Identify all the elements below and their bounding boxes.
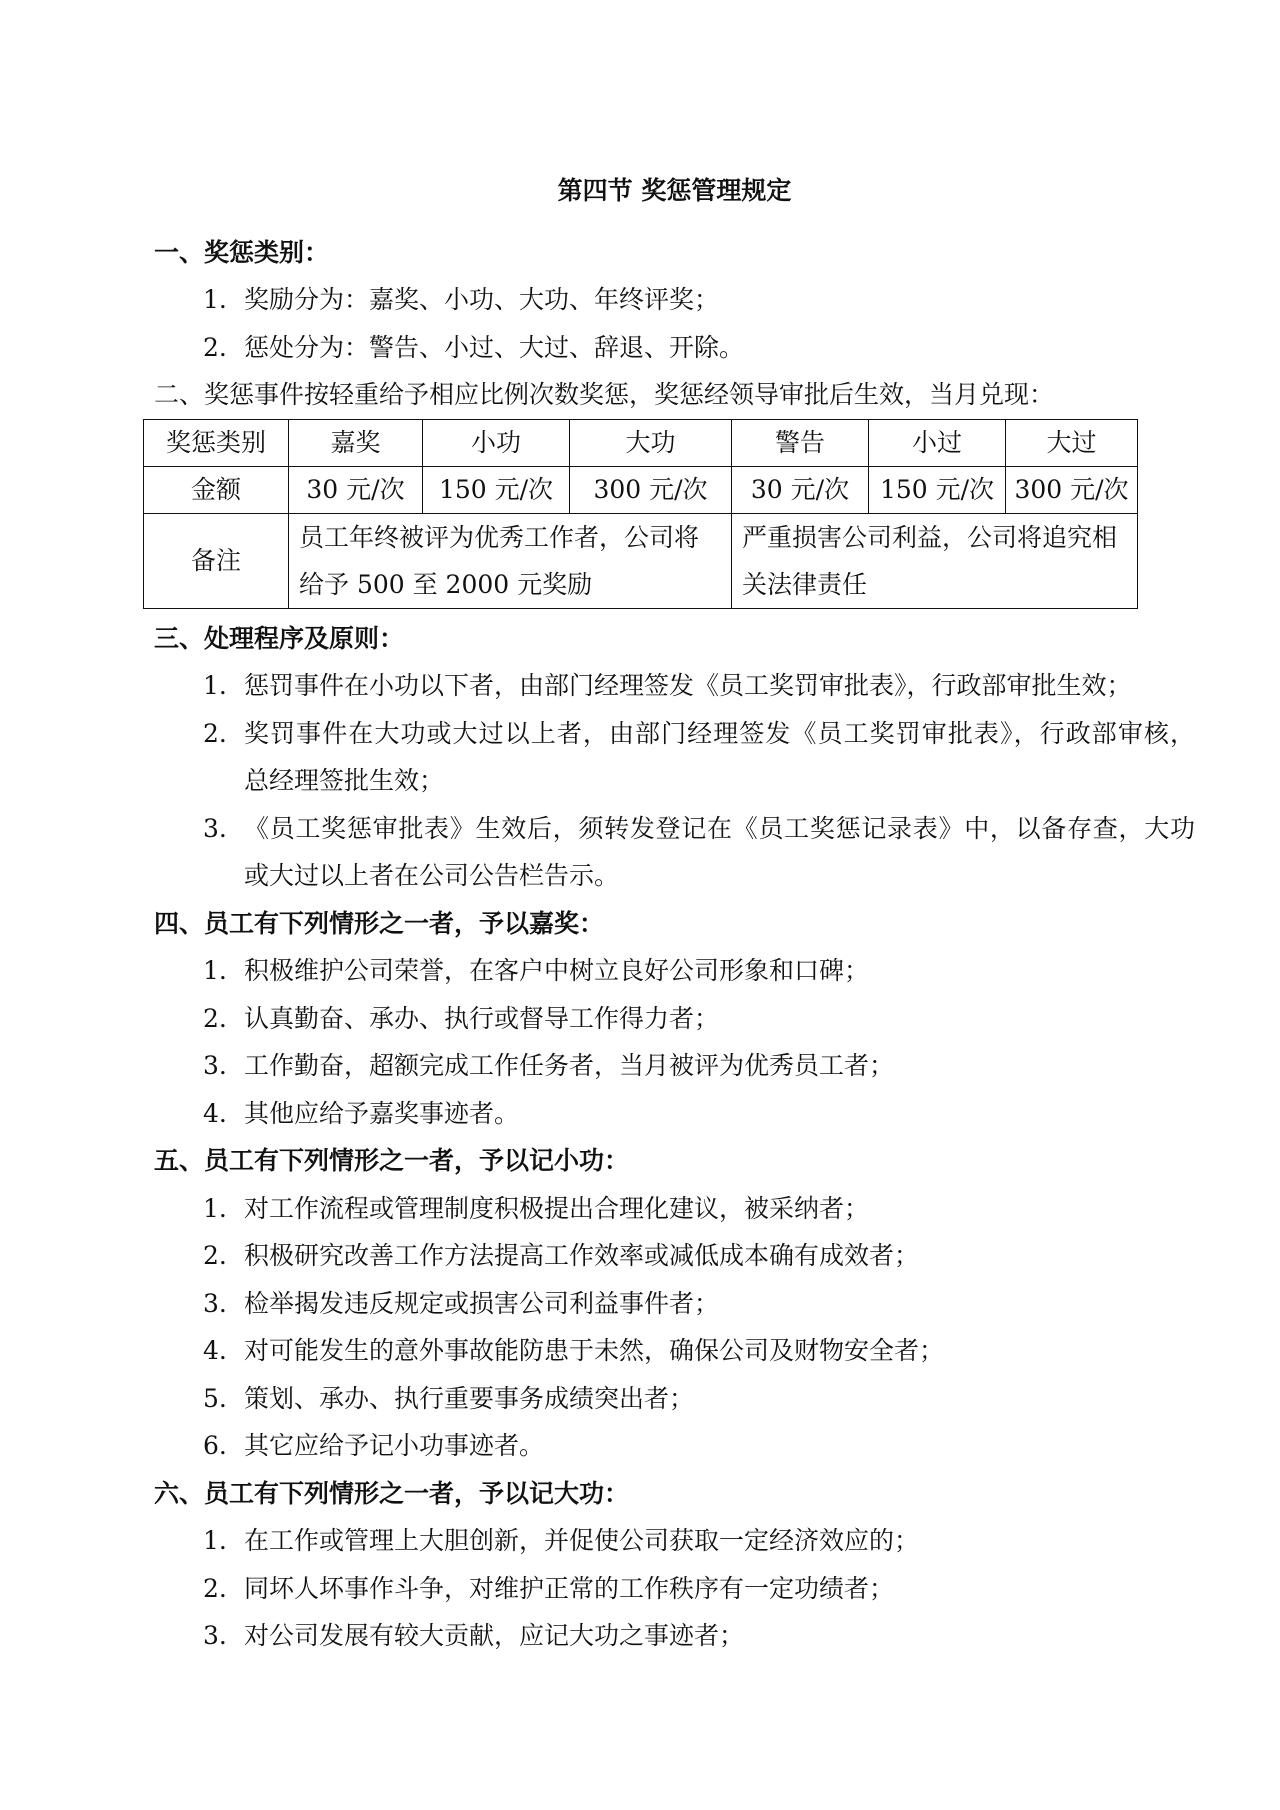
- section-heading: 六、员工有下列情形之一者，予以记大功：: [154, 1478, 630, 1508]
- item-number: 3.: [203, 1051, 227, 1080]
- list-item: [154, 662, 1195, 710]
- amount-cell: 300 元/次: [1006, 466, 1138, 513]
- amount-cell: 150 元/次: [869, 466, 1006, 513]
- item-text: 认真勤奋、承办、执行或督导工作得力者；: [244, 1003, 720, 1033]
- item-number: 2.: [203, 1241, 227, 1270]
- remark-label-cell: 备注: [144, 513, 289, 608]
- list-item: [154, 1090, 1195, 1138]
- list-item: [154, 1422, 1195, 1470]
- reward-penalty-table: [143, 419, 1138, 609]
- page-title: 第四节 奖惩管理规定: [557, 176, 792, 205]
- list-item: [154, 1565, 1195, 1613]
- item-number: 6.: [203, 1431, 227, 1460]
- table-header-cell: 大过: [1006, 419, 1138, 466]
- item-number: 1.: [203, 285, 227, 314]
- table-header-cell: 小功: [423, 419, 570, 466]
- item-text: 积极维护公司荣誉，在客户中树立良好公司形象和口碑；: [244, 956, 870, 985]
- table-header-cell: 大功: [570, 419, 732, 466]
- item-text: 积极研究改善工作方法提高工作效率或减低成本确有成效者；: [244, 1241, 920, 1270]
- item-text: 同坏人坏事作斗争，对维护正常的工作秩序有一定功绩者；: [244, 1573, 895, 1603]
- item-number: 4.: [203, 1336, 227, 1365]
- item-number: 5.: [203, 1383, 227, 1413]
- remark-text: 给予 500 至 2000 元奖励: [299, 569, 593, 599]
- list-item: [154, 1185, 1195, 1233]
- list-item: [154, 1042, 1195, 1090]
- list-item: [154, 995, 1195, 1043]
- item-text: 对工作流程或管理制度积极提出合理化建议，被采纳者；: [244, 1193, 870, 1223]
- item-text: 对公司发展有较大贡献，应记大功之事迹者；: [244, 1621, 745, 1650]
- list-item: [154, 1280, 1195, 1328]
- list-item: [154, 805, 1195, 900]
- table-header-row: [144, 419, 1138, 466]
- item-text: 其它应给予记小功事迹者。: [244, 1431, 545, 1460]
- item-text: 奖罚事件在大功或大过以上者，由部门经理签发《员工奖罚审批表》，行政部审核，: [244, 718, 1195, 748]
- list-item: [154, 710, 1195, 805]
- amount-cell: 300 元/次: [570, 466, 732, 513]
- item-number: 2.: [203, 332, 227, 362]
- list-item: [154, 1375, 1195, 1423]
- document-body: [154, 167, 1195, 1660]
- item-text: 其他应给予嘉奖事迹者。: [244, 1098, 520, 1128]
- section-heading: 五、员工有下列情形之一者，予以记小功：: [154, 1146, 630, 1175]
- table-header-cell: 奖惩类别: [144, 419, 289, 466]
- list-item: [154, 947, 1195, 995]
- remark-text: 关法律责任: [742, 569, 868, 599]
- section-heading: 三、处理程序及原则：: [154, 623, 405, 653]
- item-number: 2.: [203, 1573, 227, 1603]
- reward-remark-cell: [289, 513, 732, 608]
- remark-text: 严重损害公司利益，公司将追究相: [742, 522, 1118, 552]
- item-number: 3.: [203, 813, 227, 843]
- table-header-cell: 警告: [732, 419, 869, 466]
- item-text: 检举揭发违反规定或损害公司利益事件者；: [244, 1288, 720, 1318]
- table-row-amount: [144, 466, 1138, 513]
- item-number: 3.: [203, 1288, 227, 1318]
- list-item: [154, 324, 1195, 372]
- penalty-remark-cell: [732, 513, 1138, 608]
- list-item: [154, 1327, 1195, 1375]
- item-number: 1.: [203, 1526, 227, 1555]
- remark-text: 员工年终被评为优秀工作者，公司将: [299, 522, 700, 552]
- list-item: [154, 1612, 1195, 1660]
- section-heading: 二、奖惩事件按轻重给予相应比例次数奖惩，奖惩经领导审批后生效，当月兑现：: [154, 380, 1055, 409]
- amount-label-cell: 金额: [144, 466, 289, 513]
- amount-cell: 30 元/次: [289, 466, 423, 513]
- item-text: 策划、承办、执行重要事务成绩突出者；: [244, 1383, 695, 1413]
- item-number: 1.: [203, 1193, 227, 1223]
- list-item: [154, 276, 1195, 324]
- item-number: 2.: [203, 1003, 227, 1033]
- table-header-cell: 小过: [869, 419, 1006, 466]
- amount-cell: 150 元/次: [423, 466, 570, 513]
- item-text: 对可能发生的意外事故能防患于未然，确保公司及财物安全者；: [244, 1336, 945, 1365]
- item-number: 2.: [203, 718, 227, 748]
- item-number: 1.: [203, 956, 227, 985]
- list-item: [154, 1517, 1195, 1565]
- item-text: 惩罚事件在小功以下者，由部门经理签发《员工奖罚审批表》，行政部审批生效；: [244, 671, 1132, 700]
- list-item: [154, 1232, 1195, 1280]
- item-text: 《员工奖惩审批表》生效后，须转发登记在《员工奖惩记录表》中，以备存查，大功: [244, 813, 1195, 843]
- item-text: 总经理签批生效；: [244, 766, 445, 795]
- item-number: 3.: [203, 1621, 227, 1650]
- item-number: 4.: [203, 1098, 227, 1128]
- section-heading: 一、奖惩类别：: [154, 237, 330, 267]
- item-text: 或大过以上者在公司公告栏告示。: [244, 861, 620, 890]
- item-number: 1.: [203, 671, 227, 700]
- item-text: 奖励分为：嘉奖、小功、大功、年终评奖；: [244, 285, 720, 314]
- table-row-remark: [144, 513, 1138, 608]
- section-heading: 四、员工有下列情形之一者，予以嘉奖：: [154, 908, 605, 938]
- item-text: 在工作或管理上大胆创新，并促使公司获取一定经济效应的；: [244, 1526, 920, 1555]
- item-text: 惩处分为：警告、小过、大过、辞退、开除。: [244, 332, 745, 362]
- item-text: 工作勤奋，超额完成工作任务者，当月被评为优秀员工者；: [244, 1051, 895, 1080]
- table-header-cell: 嘉奖: [289, 419, 423, 466]
- amount-cell: 30 元/次: [732, 466, 869, 513]
